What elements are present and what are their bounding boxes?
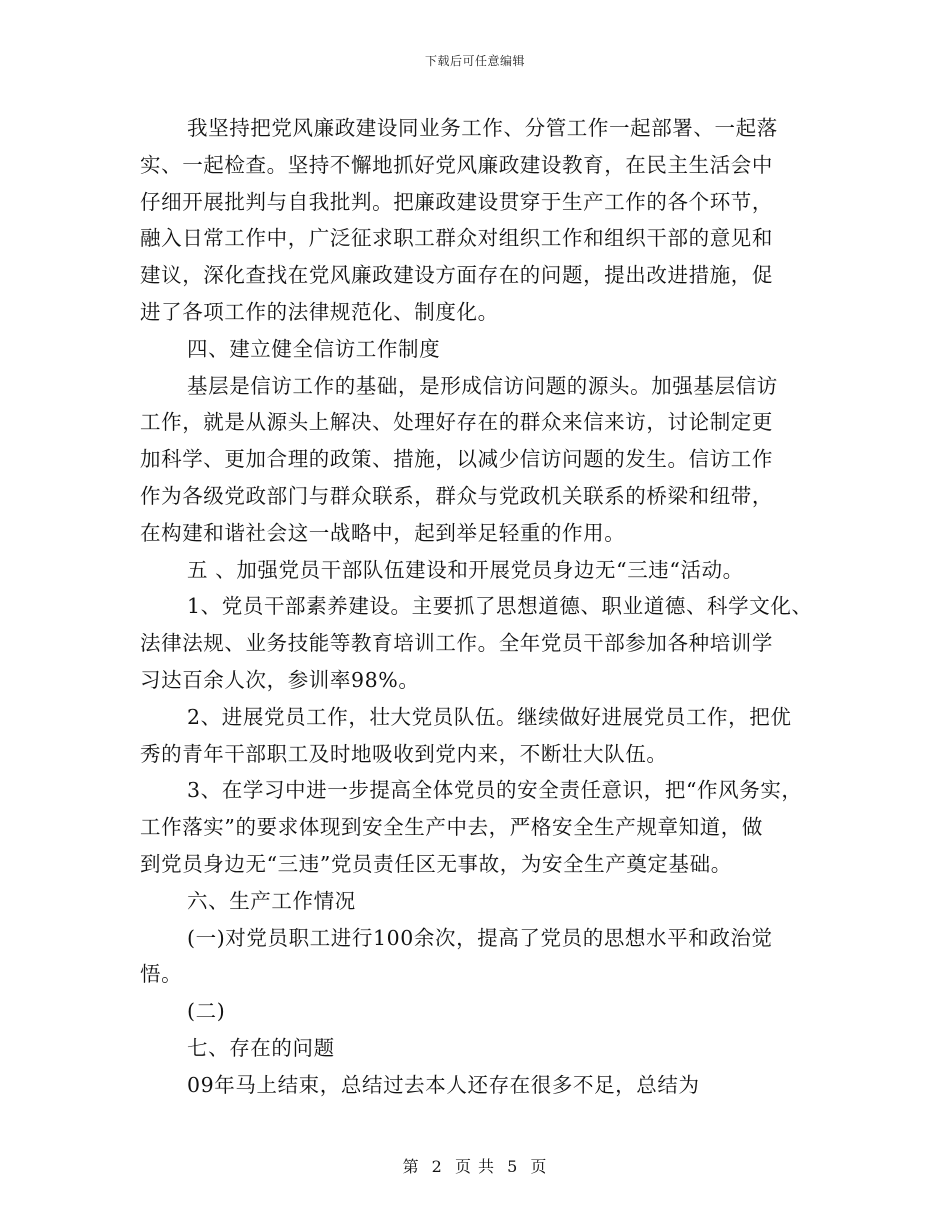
section-heading: 六、生产工作情况 xyxy=(187,888,356,913)
text-line: 秀的青年干部职工及时地吸收到党内来，不断壮大队伍。 xyxy=(140,741,668,766)
text-line: 加科学、更加合理的政策、措施，以减少信访问题的发生。信访工作 xyxy=(140,447,773,472)
text-line: 融入日常工作中，广泛征求职工群众对组织工作和组织干部的意见和 xyxy=(140,226,773,251)
text-line: 建议，深化查找在党风廉政建设方面存在的问题，提出改进措施，促 xyxy=(140,263,773,288)
footer-middle: 页 共 xyxy=(454,1157,496,1176)
text-line: 悟。 xyxy=(140,962,183,987)
text-line: 法律法规、业务技能等教育培训工作。全年党员干部参加各种培训学 xyxy=(140,631,773,656)
text-line: 在构建和谐社会这一战略中，起到举足轻重的作用。 xyxy=(140,520,626,545)
section-heading: 五 、加强党员干部队伍建设和开展党员身边无“三违“活动。 xyxy=(187,557,744,582)
text-line: 到党员身边无“三违”党员责任区无事故，为安全生产奠定基础。 xyxy=(140,851,732,876)
text-line: 仔细开展批判与自我批判。把廉政建设贯穿于生产工作的各个环节， xyxy=(140,189,773,214)
text-line: 基层是信访工作的基础，是形成信访问题的源头。加强基层信访 xyxy=(187,373,778,398)
footer-prefix: 第 xyxy=(402,1157,420,1176)
page-footer xyxy=(0,1154,950,1177)
footer-suffix: 页 xyxy=(530,1157,548,1176)
text-line: 2、进展党员工作，壮大党员队伍。继续做好进展党员工作，把优 xyxy=(187,704,792,729)
section-heading: 七、存在的问题 xyxy=(187,1035,335,1060)
text-line: 工作，就是从源头上解决、处理好存在的群众来信来访，讨论制定更 xyxy=(140,410,773,435)
current-page-number: 2 xyxy=(431,1157,443,1176)
text-line: 09年马上结束，总结过去本人还存在很多不足，总结为 xyxy=(187,1072,700,1097)
text-line: (一)对党员职工进行100余次，提高了党员的思想水平和政治觉 xyxy=(187,925,773,950)
text-line: 我坚持把党风廉政建设同业务工作、分管工作一起部署、一起落 xyxy=(187,116,778,140)
total-page-count: 5 xyxy=(507,1157,519,1176)
document-body xyxy=(140,110,820,1104)
text-line: 1、党员干部素养建设。主要抓了思想道德、职业道德、科学文化、 xyxy=(187,594,813,619)
page-header: 下载后可任意编辑 xyxy=(424,54,525,68)
text-line: 进了各项工作的法律规范化、制度化。 xyxy=(140,299,499,324)
section-heading: 四、建立健全信访工作制度 xyxy=(187,336,441,361)
text-line: (二) xyxy=(187,999,226,1024)
text-line: 工作落实”的要求体现到安全生产中去，严格安全生产规章知道，做 xyxy=(140,815,763,840)
text-line: 作为各级党政部门与群众联系，群众与党政机关联系的桥梁和纽带， xyxy=(140,483,773,508)
text-line: 3、在学习中进一步提高全体党员的安全责任意识，把“作风务实， xyxy=(187,778,803,803)
text-line: 习达百余人次，参训率98%。 xyxy=(140,667,420,692)
text-line: 实、一起检查。坚持不懈地抓好党风廉政建设教育，在民主生活会中 xyxy=(140,152,773,177)
